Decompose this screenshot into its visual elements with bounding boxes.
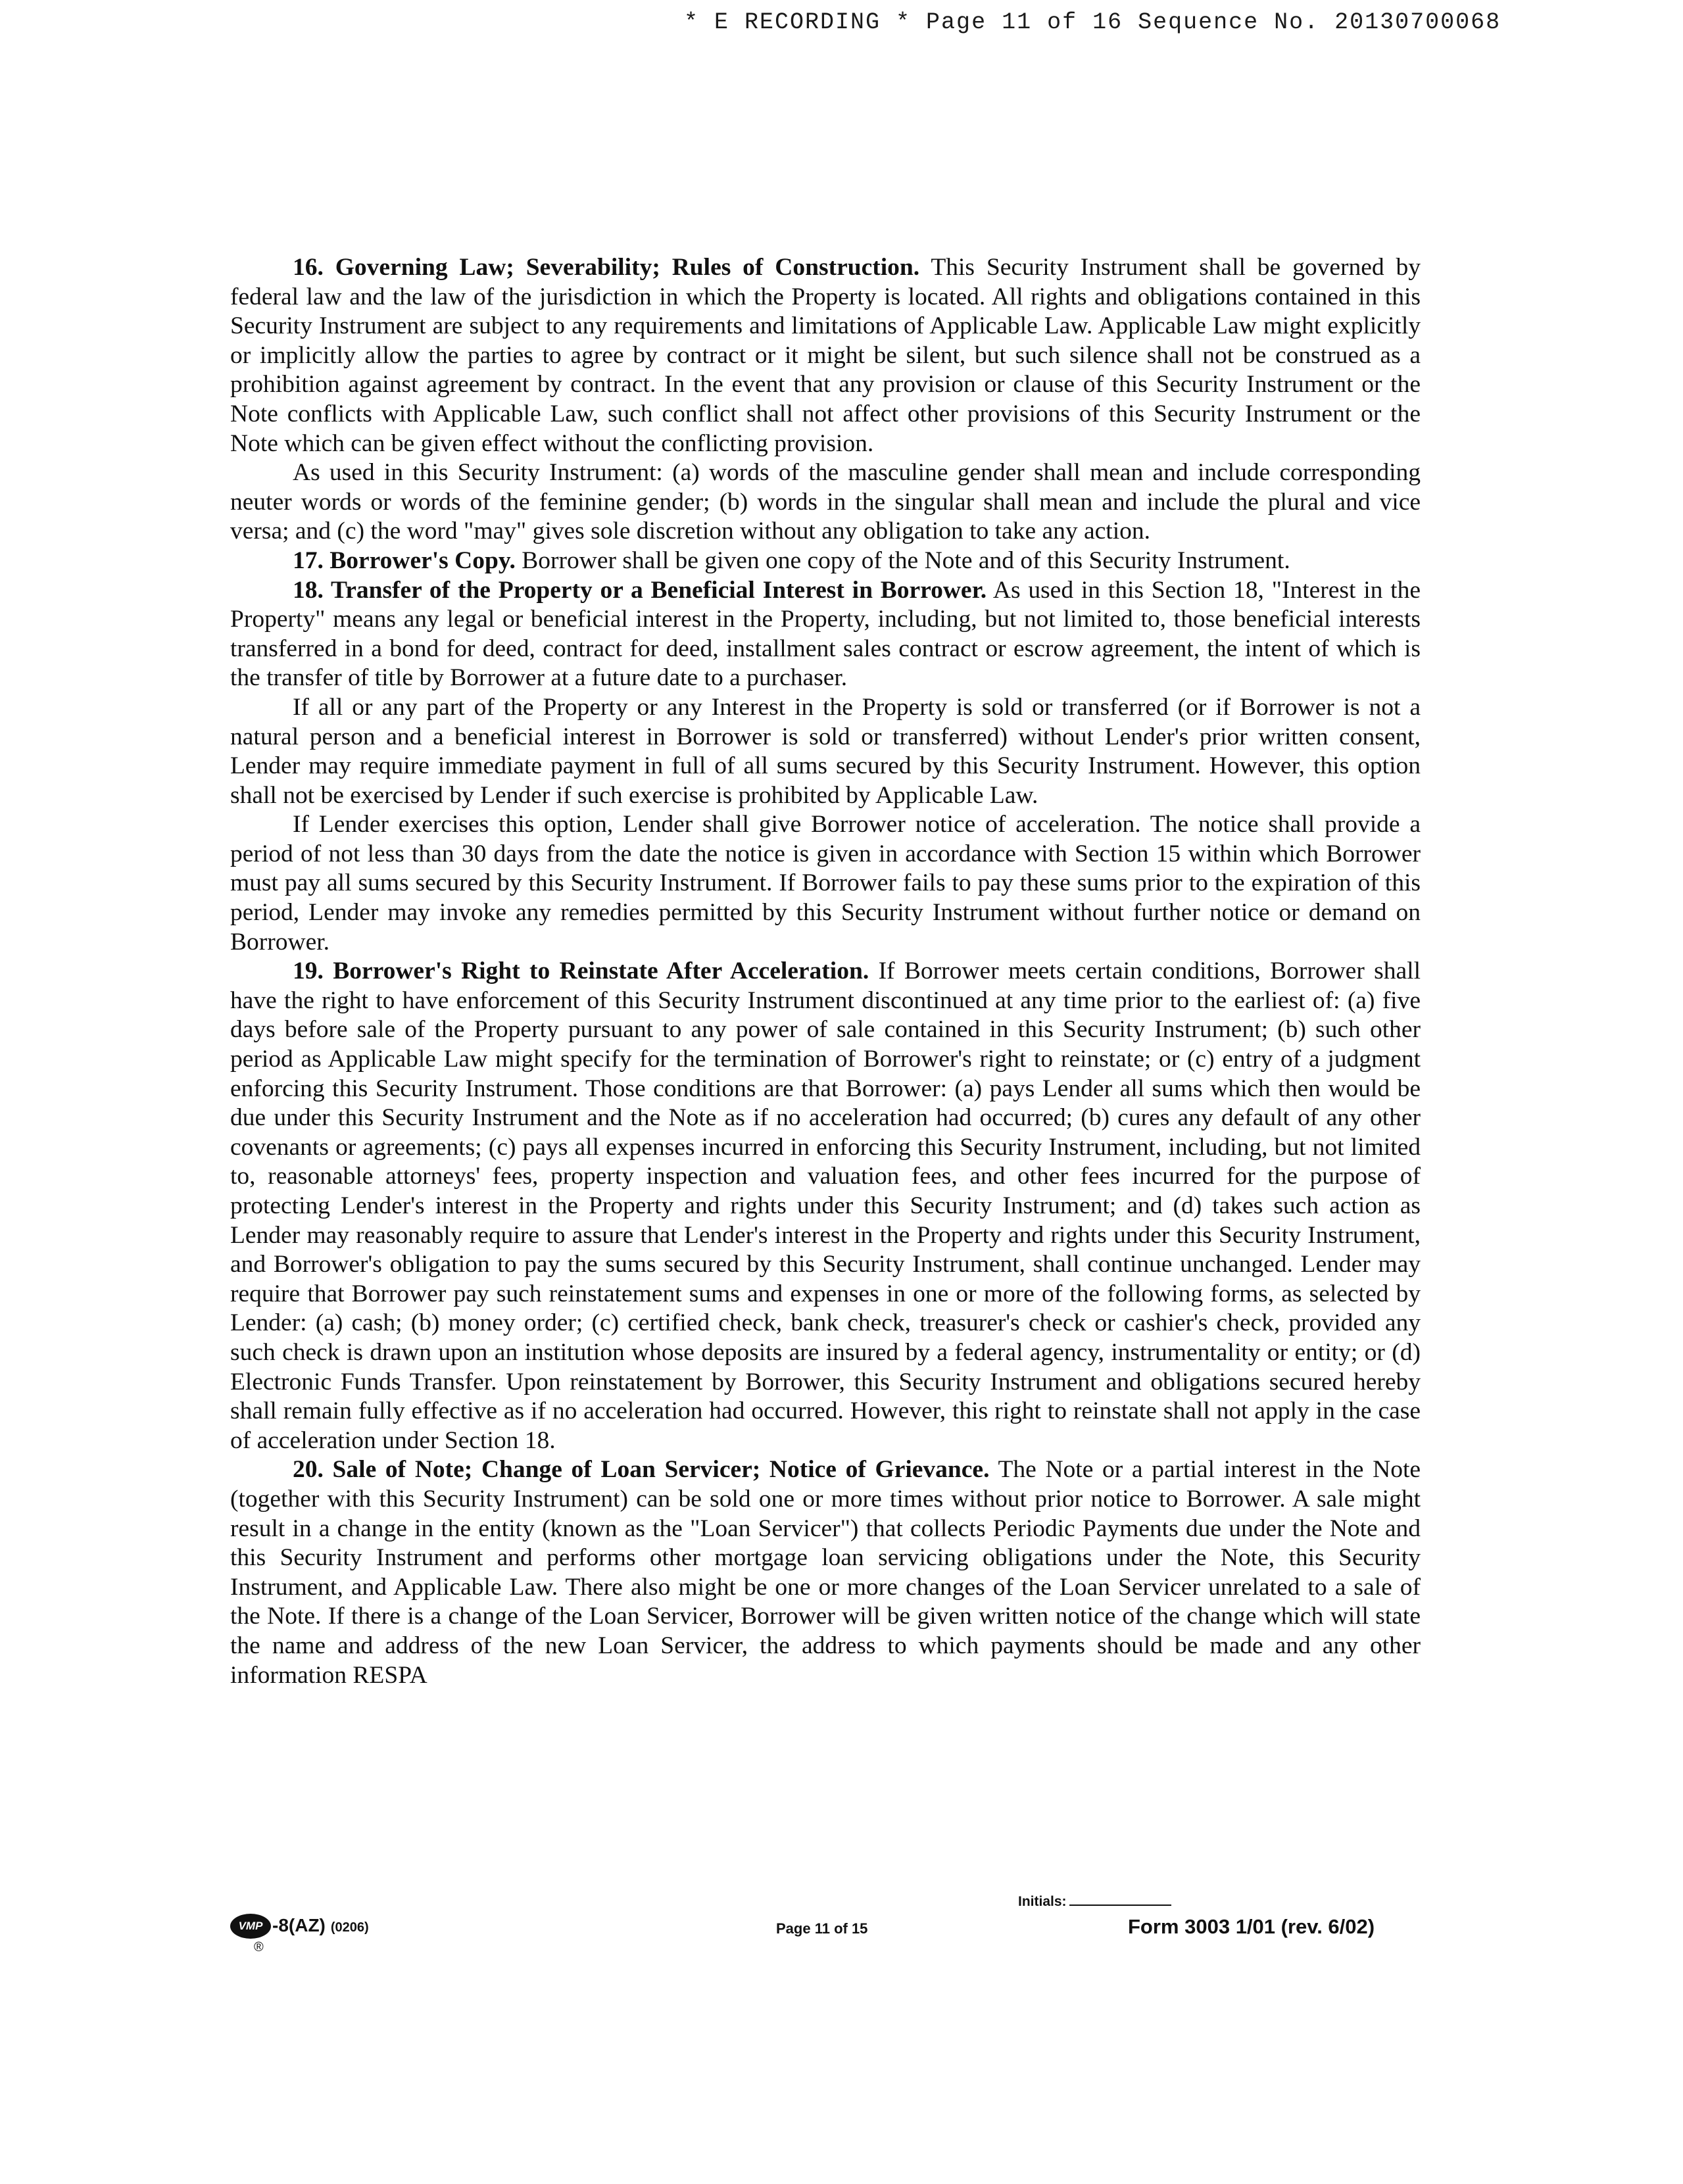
document-body bbox=[230, 253, 1421, 1690]
section-16-text-1: This Security Instrument shall be governed by federal law and the law of the jurisdiction in which the Property is located. All rights and obligations contained in this Security Instrument are subject to any requirements and limitations of Applicable Law. Applicable Law might explicitly or implicitly allow the parties to agree by contract or it might be silent, but such silence shall not be construed as a prohibition against agreement by contract. In the event that any provision or clause of this Security Instrument or the Note conflicts with Applicable Law, such conflict shall not affect other provisions of this Security Instrument or the Note which can be given effect without the conflicting provision. bbox=[230, 254, 1421, 457]
section-17-text-1: Borrower shall be given one copy of the Note and of this Security Instrument. bbox=[522, 546, 1290, 574]
registered-mark: ® bbox=[254, 1940, 264, 1954]
form-number: Form 3003 1/01 (rev. 6/02) bbox=[1128, 1915, 1375, 1938]
section-18-paragraph-2: If all or any part of the Property or any Interest in the Property is sold or transferred (or if Borrower is not a natural person and a beneficial interest in Borrower is sold or transferred) without Lender's prior written consent, Lender may require immediate payment in full of all sums secured by this Security Instrument. However, this option shall not be exercised by Lender if such exercise is prohibited by Applicable Law. bbox=[230, 693, 1421, 809]
section-19-paragraph-1 bbox=[230, 957, 1421, 1455]
section-16-paragraph-2: As used in this Security Instrument: (a) words of the masculine gender shall mean and include corresponding neuter words or words of the feminine gender; (b) words in the singular shall mean and include the plural and vice versa; and (c) the word "may" gives sole discretion without any obligation to take any action. bbox=[230, 459, 1421, 545]
form-code-date: (0206) bbox=[330, 1920, 369, 1935]
section-20-paragraph-1 bbox=[230, 1455, 1421, 1690]
section-20-text-1: The Note or a partial interest in the Note (together with this Security Instrument) can be sold one or more times without prior notice to Borrower. A sale might result in a change in the entity (known as the "Loan Servicer") that collects Periodic Payments due under the Note and this Security Instrument and performs other mortgage loan servicing obligations under the Note, this Security Instrument, and Applicable Law. There also might be one or more changes of the Loan Servicer unrelated to a sale of the Note. If there is a change of the Loan Servicer, Borrower will be given written notice of the change which will state the name and address of the new Loan Servicer, the address to which payments should be made and any other information RESPA bbox=[230, 1456, 1421, 1689]
initials-field bbox=[1018, 1894, 1171, 1910]
section-16-heading: 16. Governing Law; Severability; Rules of Construction. bbox=[293, 254, 920, 281]
page-footer bbox=[230, 1894, 1421, 1973]
initials-label: Initials: bbox=[1018, 1894, 1067, 1909]
vmp-logo-icon: VMP bbox=[230, 1914, 271, 1939]
section-18-paragraph-3: If Lender exercises this option, Lender shall give Borrower notice of acceleration. The notice shall provide a period of not less than 30 days from the date the notice is given in accordance with Section 15 within which Borrower must pay all sums secured by this Security Instrument. If Borrower fails to pay these sums prior to the expiration of this period, Lender may invoke any remedies permitted by this Security Instrument without further notice or demand on Borrower. bbox=[230, 811, 1421, 956]
page-number: Page 11 of 15 bbox=[776, 1920, 868, 1937]
section-19-heading: 19. Borrower's Right to Reinstate After Acceleration. bbox=[293, 958, 869, 985]
section-18-paragraph-1 bbox=[230, 576, 1421, 693]
section-17-paragraph-1 bbox=[230, 546, 1421, 576]
section-17-heading: 17. Borrower's Copy. bbox=[293, 546, 516, 574]
section-16-paragraph-1 bbox=[230, 253, 1421, 458]
initials-line bbox=[1069, 1905, 1171, 1906]
form-code: -8(AZ) bbox=[272, 1915, 326, 1935]
section-20-heading: 20. Sale of Note; Change of Loan Servicer; Notice of Grievance. bbox=[293, 1456, 990, 1484]
vmp-logo bbox=[230, 1914, 369, 1954]
recording-header: * E RECORDING * Page 11 of 16 Sequence No. 20130700068 bbox=[684, 9, 1501, 36]
section-19-text-1: If Borrower meets certain conditions, Borrower shall have the right to have enforcement of this Security Instrument discontinued at any time prior to the earliest of: (a) five days before sale of the Property pursuant to any power of sale contained in this Security Instrument; (b) such other period as Applicable Law might specify for the termination of Borrower's right to reinstate; or (c) entry of a judgment enforcing this Security Instrument. Those conditions are that Borrower: (a) pays Lender all sums which then would be due under this Security Instrument and the Note as if no acceleration had occurred; (b) cures any default of any other covenants or agreements; (c) pays all expenses incurred in enforcing this Security Instrument, including, but not limited to, reasonable attorneys' fees, property inspection and valuation fees, and other fees incurred for the purpose of protecting Lender's interest in the Property and rights under this Security Instrument; and (d) takes such action as Lender may reasonably require to assure that Lender's interest in the Property and rights under this Security Instrument, and Borrower's obligation to pay the sums secured by this Security Instrument, shall continue unchanged. Lender may require that Borrower pay such reinstatement sums and expenses in one or more of the following forms, as selected by Lender: (a) cash; (b) money order; (c) certified check, bank check, treasurer's check or cashier's check, provided any such check is drawn upon an institution whose deposits are insured by a federal agency, instrumentality or entity; or (d) Electronic Funds Transfer. Upon reinstatement by Borrower, this Security Instrument and obligations secured hereby shall remain fully effective as if no acceleration had occurred. However, this right to reinstate shall not apply in the case of acceleration under Section 18. bbox=[230, 958, 1421, 1454]
section-18-heading: 18. Transfer of the Property or a Beneficial Interest in Borrower. bbox=[293, 576, 987, 604]
section-18-text-1: As used in this Section 18, "Interest in the Property" means any legal or beneficial interest in the Property, including, but not limited to, those beneficial interests transferred in a bond for deed, contract for deed, installment sales contract or escrow agreement, the intent of which is the transfer of title by Borrower at a future date to a purchaser. bbox=[230, 576, 1421, 692]
